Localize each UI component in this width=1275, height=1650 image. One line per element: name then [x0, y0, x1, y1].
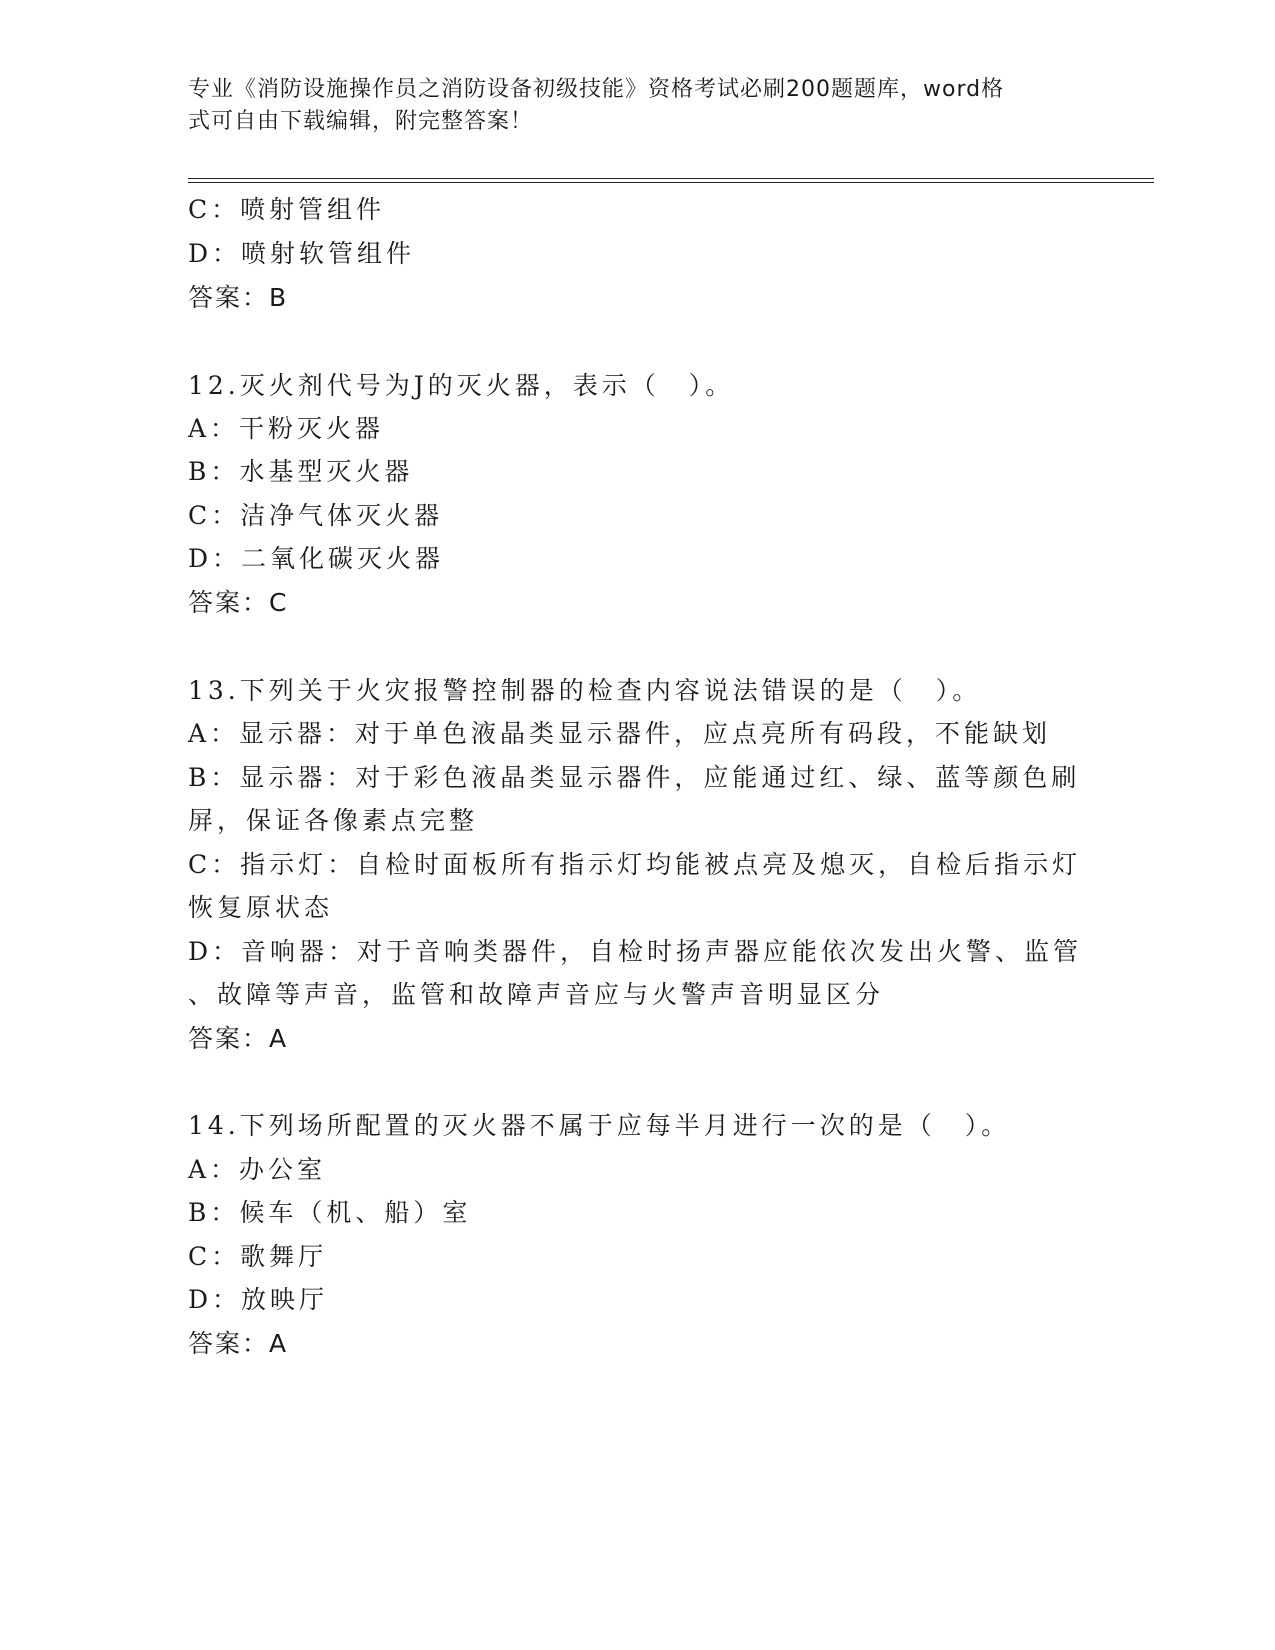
- q14-option-d: D：放映厅: [188, 1285, 329, 1314]
- q12-stem: 12.灭火剂代号为J的灭火器，表示（ ）。: [188, 371, 735, 400]
- q12-option-b: B：水基型灭火器: [188, 457, 414, 486]
- document-header: [188, 74, 1068, 138]
- q14-option-a: A：办公室: [188, 1155, 327, 1184]
- q14-stem: 14.下列场所配置的灭火器不属于应每半月进行一次的是（ ）。: [188, 1111, 1011, 1140]
- q13-option-c-line2: 恢复原状态: [188, 893, 334, 922]
- q13-option-b-line1: B：显示器：对于彩色液晶类显示器件，应能通过红、绿、蓝等颜色刷: [188, 763, 1081, 792]
- q13-option-d-line2: 、故障等声音，监管和故障声音应与火警声音明显区分: [188, 980, 885, 1009]
- header-divider-top: [188, 178, 1154, 179]
- header-line-1: 专业《消防设施操作员之消防设备初级技能》资格考试必刷200题题库，word格: [188, 77, 1005, 102]
- q13-option-c-line1: C：指示灯：自检时面板所有指示灯均能被点亮及熄灭，自检后指示灯: [188, 850, 1082, 879]
- q13-stem: 13.下列关于火灾报警控制器的检查内容说法错误的是（ ）。: [188, 676, 982, 705]
- q12-option-a: A：干粉灭火器: [188, 414, 385, 443]
- q13-answer: 答案：A: [188, 1024, 289, 1053]
- prev-answer: 答案：B: [188, 283, 289, 312]
- prev-option-c: C：喷射管组件: [188, 195, 386, 224]
- header-divider-bottom: [188, 182, 1154, 183]
- q14-option-c: C：歌舞厅: [188, 1242, 328, 1271]
- q12-answer: 答案：C: [188, 588, 289, 617]
- prev-option-d: D：喷射软管组件: [188, 239, 416, 268]
- q13-option-b-line2: 屏，保证各像素点完整: [188, 806, 479, 835]
- q13-option-a: A：显示器：对于单色液晶类显示器件，应点亮所有码段，不能缺划: [188, 719, 1052, 748]
- q12-option-c: C：洁净气体灭火器: [188, 501, 444, 530]
- q14-answer: 答案：A: [188, 1329, 289, 1358]
- q13-option-d-line1: D：音响器：对于音响类器件，自检时扬声器应能依次发出火警、监管: [188, 937, 1083, 966]
- q12-option-d: D：二氧化碳灭火器: [188, 544, 445, 573]
- q14-option-b: B：候车（机、船）室: [188, 1198, 472, 1227]
- header-line-2: 式可自由下载编辑，附完整答案！: [188, 109, 534, 134]
